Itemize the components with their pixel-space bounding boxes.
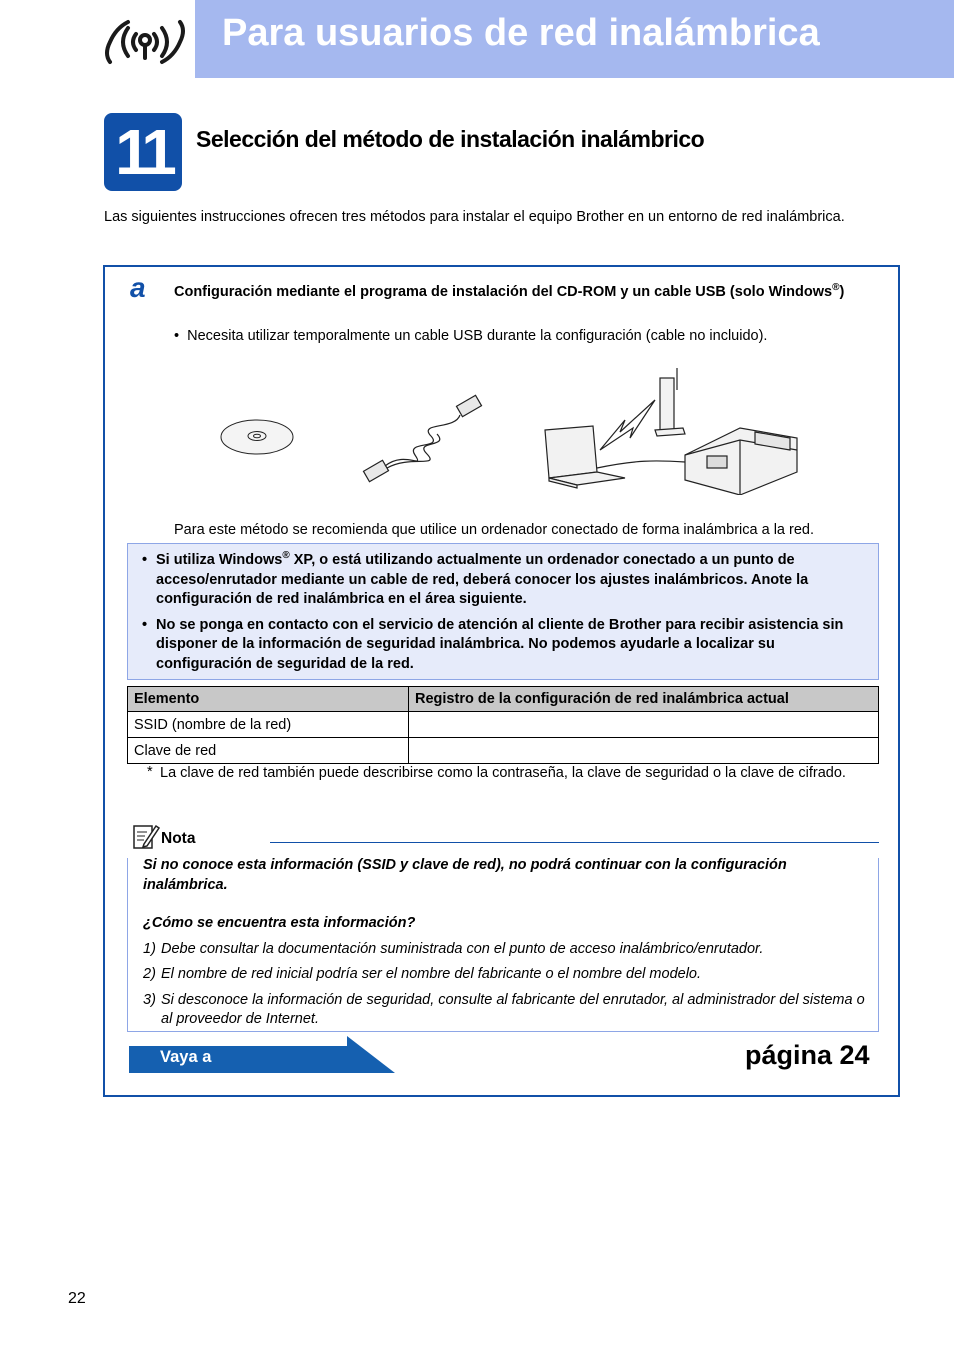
method-heading — [174, 283, 854, 302]
nota-item-number: 3) — [143, 991, 156, 1008]
column-header: Registro de la configuración de red inalámbrica actual — [409, 687, 879, 712]
table-cell: SSID (nombre de la red) — [128, 712, 409, 738]
intro-paragraph: Las siguientes instrucciones ofrecen tres métodos para instalar el equipo Brother en un entorno de red inalámbrica. — [104, 209, 845, 225]
printer-icon — [685, 428, 797, 495]
goto-label: Vaya a — [160, 1048, 212, 1066]
setup-illustration — [215, 360, 815, 495]
nota-list-item — [143, 991, 868, 1030]
access-point-icon — [655, 368, 685, 436]
signal-bolt-icon — [600, 400, 655, 450]
important-item: • No se ponga en contacto con el servicio de atención al cliente de Brother para recibir asistencia sin disponer de la información de seguridad inalámbrica. No podemos ayudarle a localizar su configuración de seguridad de la red. — [142, 616, 844, 672]
important-box — [127, 543, 879, 680]
nota-divider — [270, 842, 879, 843]
nota-label: Nota — [161, 830, 196, 847]
nota-list-item — [143, 965, 868, 985]
nota-list-item — [143, 940, 868, 960]
page-number: 22 — [68, 1290, 86, 1307]
table-cell: Clave de red — [128, 738, 409, 764]
footnote-mark: * — [147, 764, 153, 780]
table-row — [128, 712, 879, 738]
network-cable — [597, 461, 685, 468]
footnote-text: La clave de red también puede describirse como la contraseña, la clave de seguridad o la clave de cifrado. — [160, 765, 846, 781]
important-item2-text: No se ponga en contacto con el servicio de atención al cliente de Brother para recibir asistencia sin disponer de la información de seguridad inalámbrica. No podemos ayudarle a localizar su configuración de seguridad de la red. — [156, 616, 844, 672]
method-bullet: • Necesita utilizar temporalmente un cable USB durante la configuración (cable no incluido). — [174, 328, 768, 344]
registered-mark: ® — [832, 282, 840, 294]
method-heading-end: ) — [839, 284, 845, 300]
nota-item-number: 2) — [143, 966, 156, 982]
step-letter: a — [130, 272, 146, 303]
nota-item-text: Debe consultar la documentación suministrada con el punto de acceso inalámbrico/enrutador. — [161, 940, 764, 957]
goto-page-link[interactable]: página 24 — [745, 1040, 870, 1070]
step-heading: Selección del método de instalación inalámbrico — [196, 126, 705, 152]
nota-content — [143, 856, 868, 1030]
nota-item-text: Si desconoce la información de seguridad, consulte al fabricante del enrutador, al administrador del sistema o al proveedor de Internet. — [161, 991, 865, 1027]
table-header-row — [128, 687, 879, 712]
table-cell-entry[interactable] — [409, 712, 879, 738]
nota-question: ¿Cómo se encuentra esta información? — [143, 915, 416, 931]
wireless-icon — [100, 14, 190, 70]
important-item: • Si utiliza Windows® XP, o está utilizando actualmente un ordenador conectado a un punto de acceso/enrutador mediante un cable de red, deberá conocer los ajustes inalámbricos. Anote la configuración de red inalámbrica en el área siguiente. — [142, 550, 809, 607]
wireless-settings-table — [127, 686, 879, 764]
important-item1-pre: Si utiliza Windows — [156, 552, 283, 568]
method-recommendation: Para este método se recomienda que utilice un ordenador conectado de forma inalámbrica a la red. — [174, 522, 814, 538]
cd-rom-icon — [221, 420, 293, 454]
usb-cable-icon — [363, 395, 481, 481]
method-bullet-text: Necesita utilizar temporalmente un cable USB durante la configuración (cable no incluido). — [187, 328, 768, 344]
method-heading-text: Configuración mediante el programa de instalación del CD-ROM y un cable USB (solo Windows — [174, 284, 833, 300]
nota-item-text: El nombre de red inicial podría ser el nombre del fabricante o el nombre del modelo. — [161, 966, 702, 982]
table-cell-entry[interactable] — [409, 738, 879, 764]
table-row — [128, 738, 879, 764]
registered-mark: ® — [282, 550, 290, 562]
step-number: 11 — [104, 113, 182, 191]
nota-item-number: 1) — [143, 940, 156, 957]
note-pencil-icon — [132, 822, 160, 850]
page-title: Para usuarios de red inalámbrica — [222, 12, 820, 54]
column-header: Elemento — [128, 687, 409, 712]
important-item1-post: XP, o está utilizando actualmente un ordenador conectado a un punto de acceso/enrutador mediante un cable de red, deberá conocer los ajustes inalámbricos. Anote la configuración de red inalámbrica en el área siguiente. — [156, 552, 809, 607]
nota-bold-text: Si no conoce esta información (SSID y clave de red), no podrá continuar con la configuración inalámbrica. — [143, 857, 787, 893]
